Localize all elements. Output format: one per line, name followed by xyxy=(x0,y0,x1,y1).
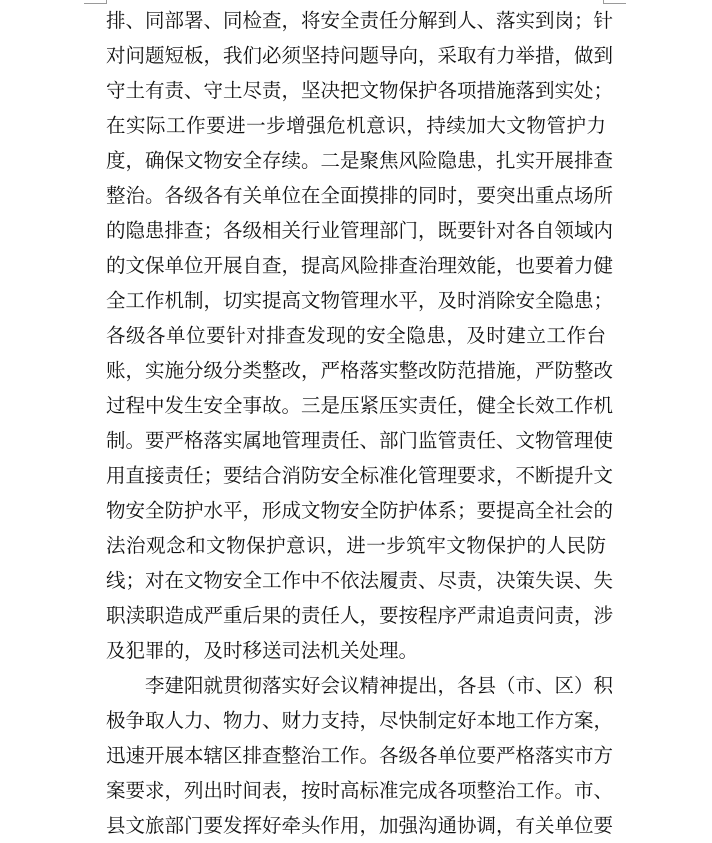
text-line: 用直接责任；要结合消防安全标准化管理要求，不断提升文 xyxy=(106,464,614,487)
text-line: 全工作机制，切实提高文物管理水平，及时消除安全隐患； xyxy=(106,289,614,312)
paragraph-1 xyxy=(106,3,614,668)
text-line: 李建阳就贯彻落实好会议精神提出，各县（市、区）积 xyxy=(145,674,614,697)
text-line: 度，确保文物安全存续。二是聚焦风险隐患，扎实开展排查 xyxy=(106,149,614,172)
text-line: 制。要严格落实属地管理责任、部门监管责任、文物管理使 xyxy=(106,429,614,452)
text-line: 的隐患排查；各级相关行业管理部门，既要针对各自领域内 xyxy=(106,219,614,242)
text-line: 对问题短板，我们必须坚持问题导向，采取有力举措，做到 xyxy=(106,44,614,67)
paragraph-2 xyxy=(106,668,614,843)
text-line: 案要求，列出时间表，按时高标准完成各项整治工作。市、 xyxy=(106,779,614,802)
page-corner-mark-left xyxy=(84,0,107,4)
text-line: 的文保单位开展自查，提高风险排查治理效能，也要着力健 xyxy=(106,254,614,277)
document-body xyxy=(106,3,614,843)
text-line: 职渎职造成严重后果的责任人，要按程序严肃追责问责，涉 xyxy=(106,604,614,627)
text-line: 整治。各级各有关单位在全面摸排的同时，要突出重点场所 xyxy=(106,184,614,207)
text-line: 账，实施分级分类整改，严格落实整改防范措施，严防整改 xyxy=(106,359,614,382)
text-line: 法治观念和文物保护意识，进一步筑牢文物保护的人民防 xyxy=(106,534,606,557)
text-line: 极争取人力、物力、财力支持，尽快制定好本地工作方案， xyxy=(106,709,614,732)
text-line: 过程中发生安全事故。三是压紧压实责任，健全长效工作机 xyxy=(106,394,614,417)
text-line: 线；对在文物安全工作中不依法履责、尽责，决策失误、失 xyxy=(106,569,614,592)
text-line: 各级各单位要针对排查发现的安全隐患，及时建立工作台 xyxy=(106,324,606,347)
text-line: 排、同部署、同检查，将安全责任分解到人、落实到岗；针 xyxy=(106,9,614,32)
text-line: 及犯罪的，及时移送司法机关处理。 xyxy=(106,639,419,662)
text-line: 在实际工作要进一步增强危机意识，持续加大文物管护力 xyxy=(106,114,606,137)
text-line: 守土有责、守土尽责，坚决把文物保护各项措施落到实处； xyxy=(106,79,614,102)
text-line: 物安全防护水平，形成文物安全防护体系；要提高全社会的 xyxy=(106,499,614,522)
text-line: 县文旅部门要发挥好牵头作用，加强沟通协调，有关单位要 xyxy=(106,814,614,837)
text-line: 迅速开展本辖区排查整治工作。各级各单位要严格落实市方 xyxy=(106,744,614,767)
page-corner-mark-right xyxy=(603,0,626,4)
